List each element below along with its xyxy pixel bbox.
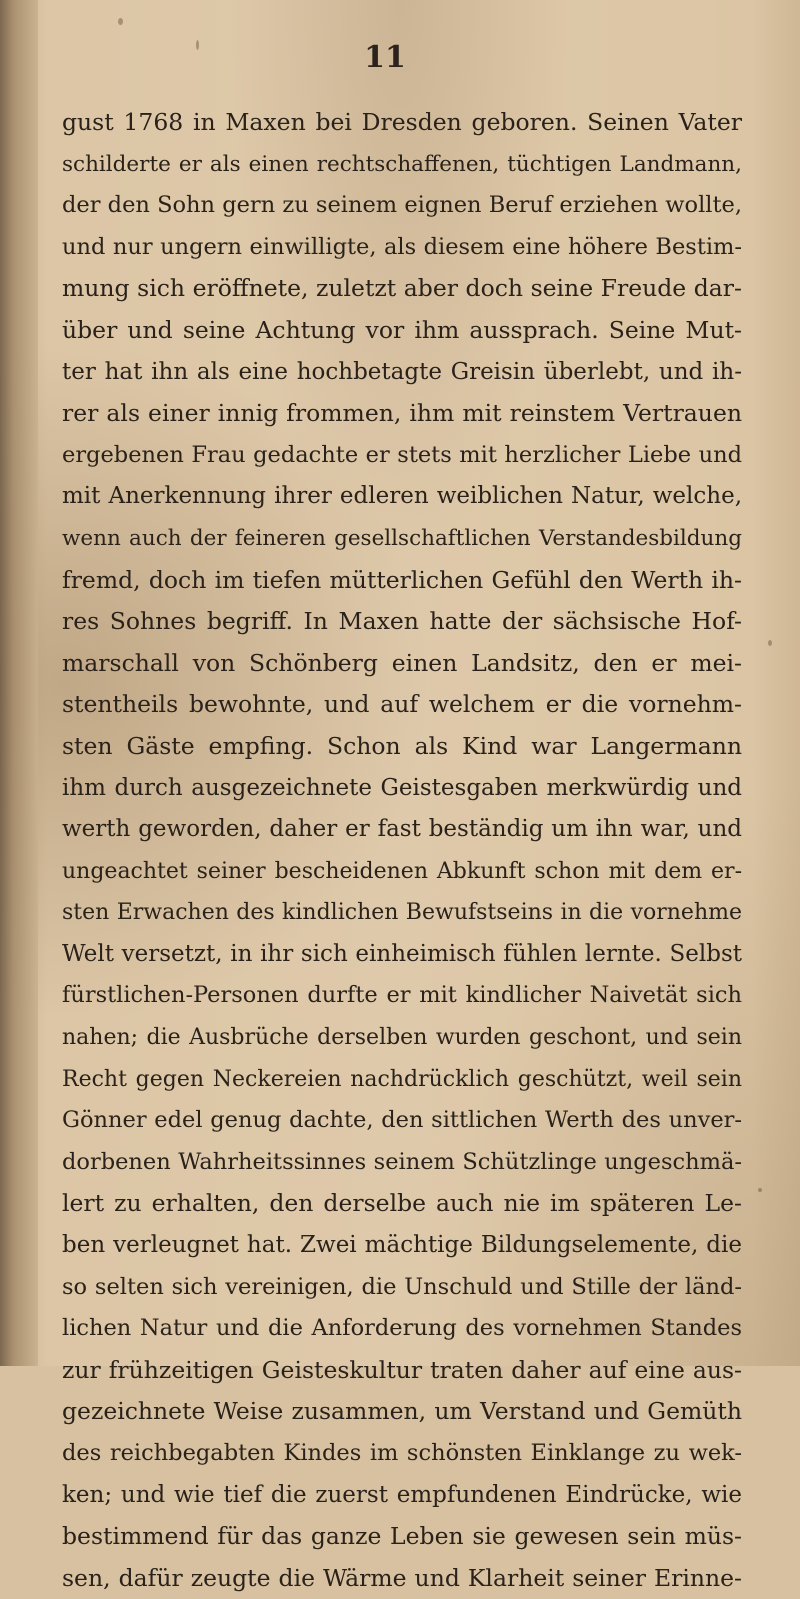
paper-stain [758, 1188, 762, 1192]
text-line: werth geworden, daher er fast beständig um ihn war, und [62, 816, 742, 843]
text-line: ken; und wie tief die zuerst empfundenen Eindrücke, wie [62, 1481, 742, 1508]
text-line: Gönner edel genug dachte, den sittlichen Werth des unver- [62, 1107, 742, 1134]
text-line: und nur ungern einwilligte, als diesem eine höhere Bestim- [62, 233, 742, 260]
text-line: ergebenen Frau gedachte er stets mit herzlicher Liebe und [62, 441, 742, 468]
text-line: ter hat ihn als eine hochbetagte Greisin überlebt, und ih- [62, 358, 742, 385]
text-line: sen, dafür zeugte die Wärme und Klarheit seiner Erinne- [62, 1563, 742, 1592]
page-gutter-shadow [0, 0, 38, 1366]
text-line: ihm durch ausgezeichnete Geistesgaben merkwürdig und [62, 774, 742, 801]
text-line: mung sich eröffnete, zuletzt aber doch seine Freude dar- [62, 274, 742, 303]
text-line: über und seine Achtung vor ihm aussprach. Seine Mut- [62, 315, 742, 344]
text-line: Welt versetzt, in ihr sich einheimisch fühlen lernte. Selbst [62, 940, 742, 967]
page-number: 11 [364, 40, 406, 75]
text-line: so selten sich vereinigen, die Unschuld und Stille der länd- [62, 1273, 742, 1300]
text-line: ben verleugnet hat. Zwei mächtige Bildungselemente, die [62, 1232, 742, 1259]
text-line: Recht gegen Neckereien nachdrücklich geschützt, weil sein [62, 1066, 742, 1092]
text-line: des reichbegabten Kindes im schönsten Einklange zu wek- [62, 1440, 742, 1466]
text-line: ungeachtet seiner bescheidenen Abkunft schon mit dem er- [62, 858, 742, 884]
text-line: marschall von Schönberg einen Landsitz, den er mei- [62, 648, 742, 677]
text-line: fürstlichen-Personen durfte er mit kindlicher Naivetät sich [62, 982, 742, 1009]
text-line: sten Gäste empfing. Schon als Kind war Langermann [62, 731, 742, 760]
text-line: sten Erwachen des kindlichen Bewufstseins in die vornehme [62, 900, 742, 926]
text-line: wenn auch der feineren gesellschaftlichen Verstandesbildung [62, 525, 742, 551]
text-line: stentheils bewohnte, und auf welchem er die vornehm- [62, 690, 742, 719]
text-line: lert zu erhalten, den derselbe auch nie im späteren Le- [62, 1189, 742, 1218]
text-line: lichen Natur und die Anforderung des vornehmen Standes [62, 1315, 742, 1342]
body-text [62, 102, 742, 1599]
text-line: zur frühzeitigen Geisteskultur traten daher auf eine aus- [62, 1355, 742, 1384]
text-line: fremd, doch im tiefen mütterlichen Gefühl den Werth ih- [62, 565, 742, 594]
paper-stain [118, 18, 123, 25]
text-line: nahen; die Ausbrüche derselben wurden geschont, und sein [62, 1025, 742, 1051]
text-line: der den Sohn gern zu seinem eignen Beruf erziehen wollte, [62, 192, 742, 219]
text-line: bestimmend für das ganze Leben sie gewesen sein müs- [62, 1522, 742, 1551]
text-line: mit Anerkennung ihrer edleren weiblichen Natur, welche, [62, 483, 742, 510]
paper-stain [768, 640, 772, 646]
text-line: schilderte er als einen rechtschaffenen, tüchtigen Landmann, [62, 151, 742, 177]
text-line: gust 1768 in Maxen bei Dresden geboren. Seinen Vater [62, 108, 742, 136]
text-line: rer als einer innig frommen, ihm mit reinstem Vertrauen [62, 399, 742, 428]
text-line: res Sohnes begriff. In Maxen hatte der sächsische Hof- [62, 607, 742, 636]
text-line: dorbenen Wahrheitssinnes seinem Schützlinge ungeschmä- [62, 1148, 742, 1175]
text-line: gezeichnete Weise zusammen, um Verstand und Gemüth [62, 1397, 742, 1426]
